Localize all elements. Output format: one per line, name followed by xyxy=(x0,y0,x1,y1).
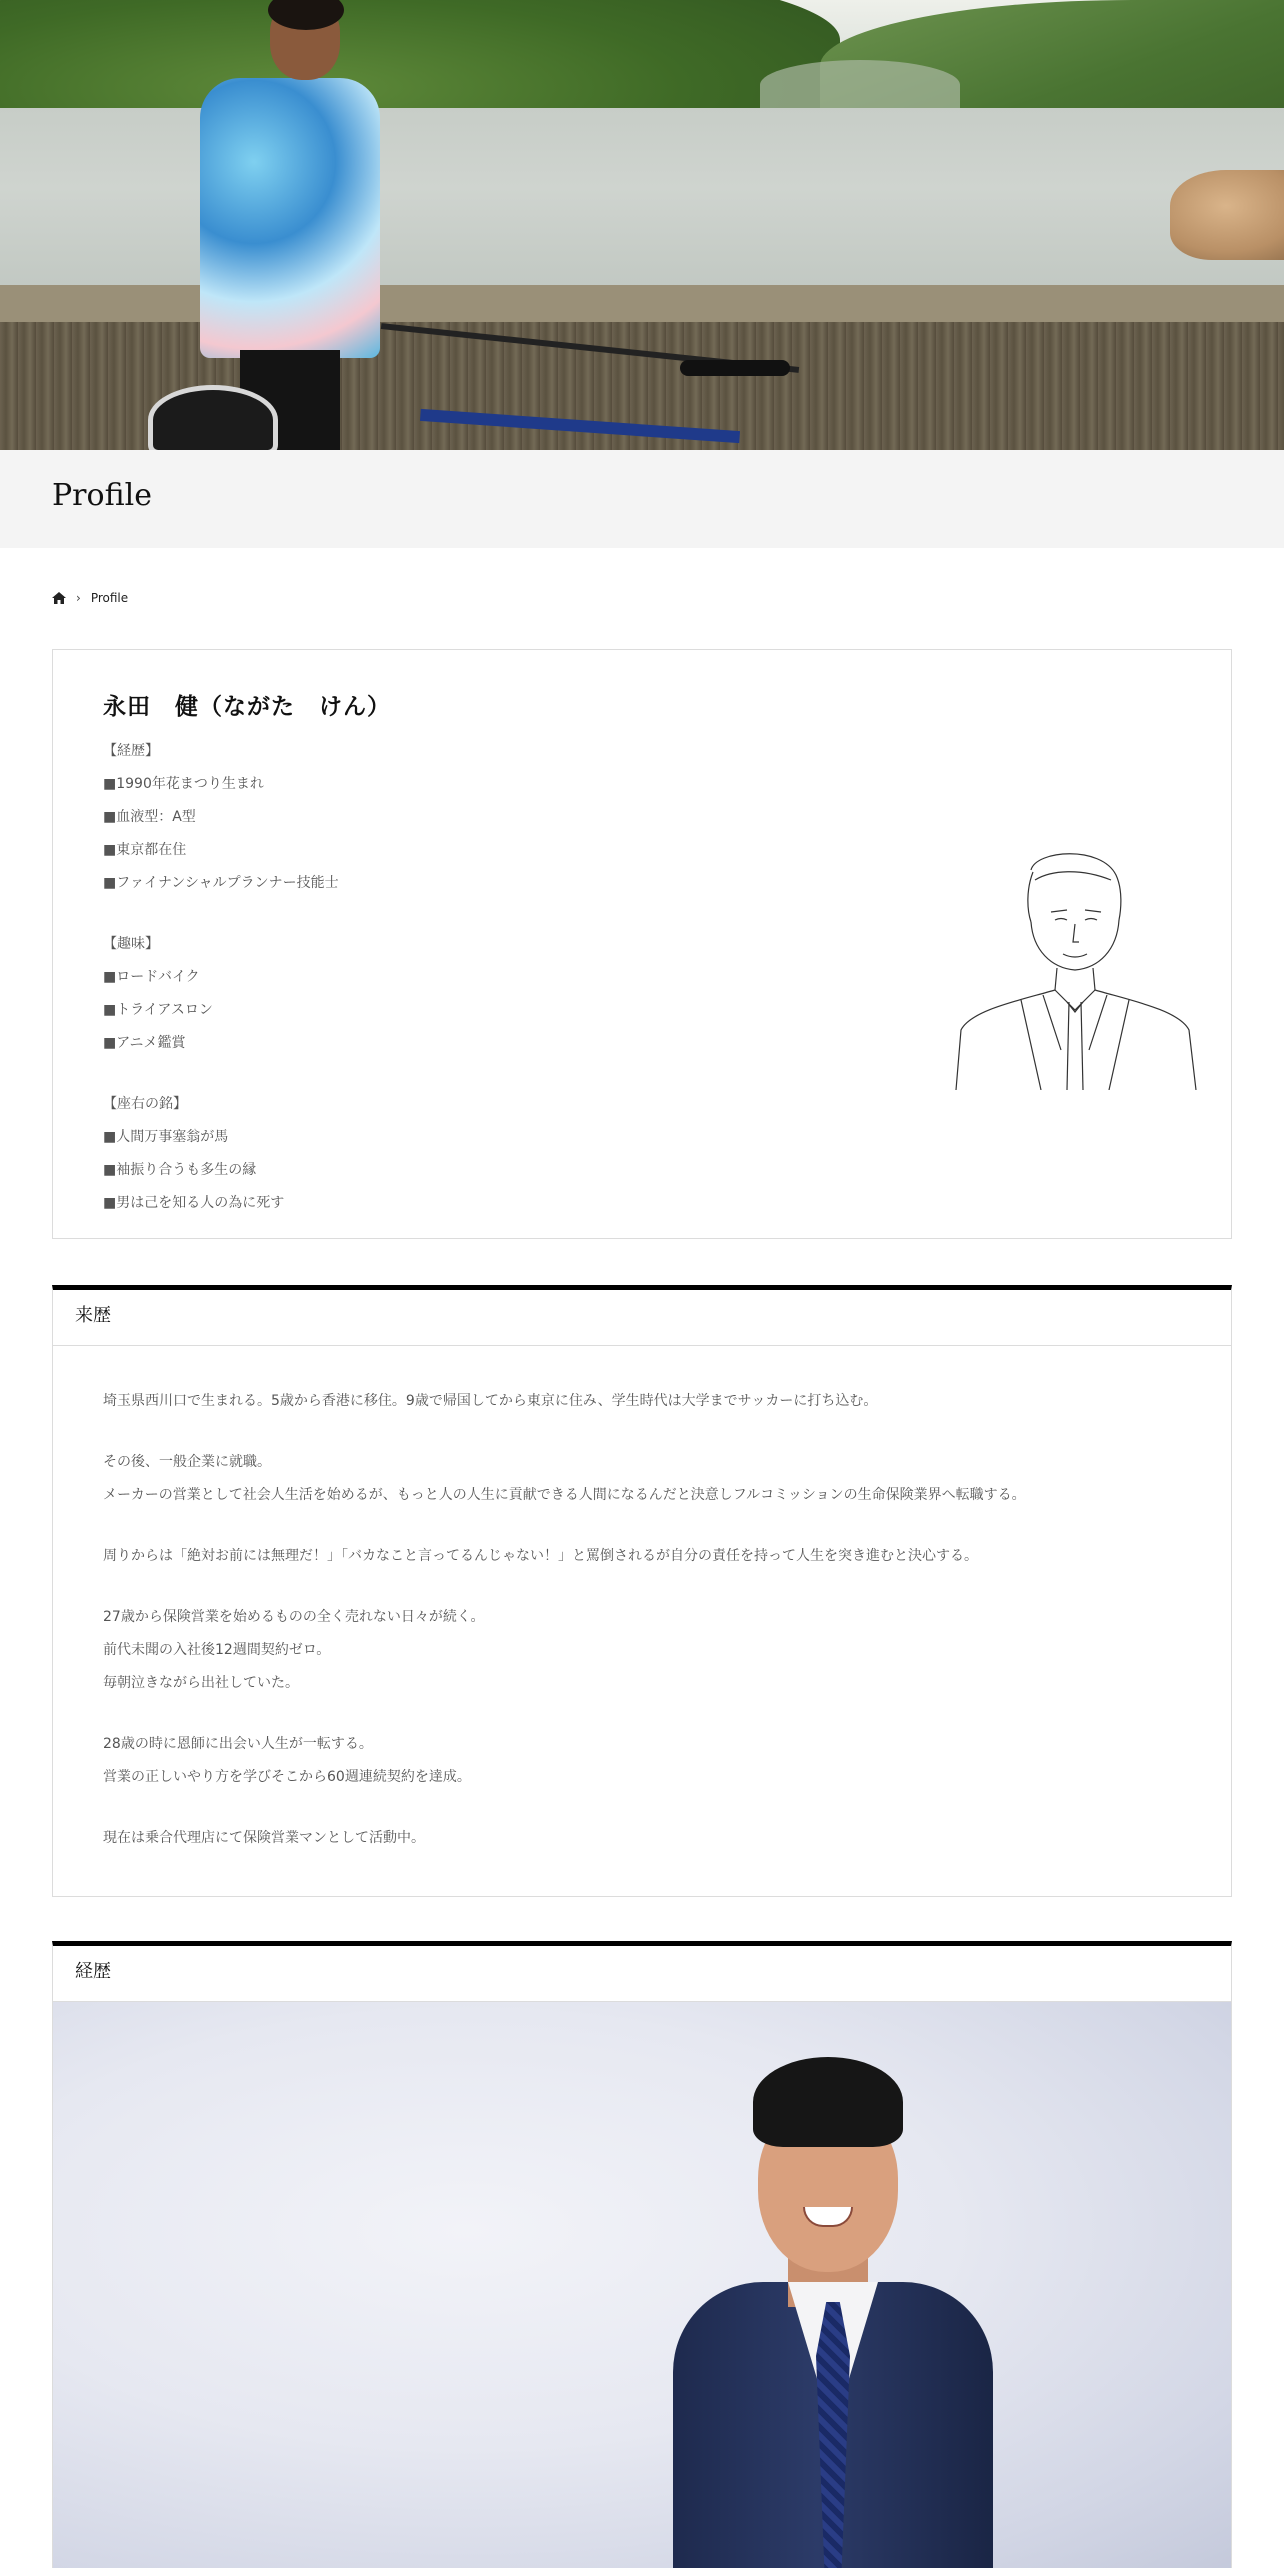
history-spacer xyxy=(103,1799,1026,1827)
hero-bike-seat xyxy=(680,360,790,376)
history-line: メーカーの営業として社会人生活を始めるが、もっと人の人生に貢献できる人間になるんだと決意しフルコミッションの生命保険業界へ転職する。 xyxy=(103,1487,1026,1503)
profile-item: ■袖振り合うも多生の縁 xyxy=(103,1162,257,1178)
history-body xyxy=(103,1390,1026,1860)
breadcrumb xyxy=(52,590,128,606)
profile-spacer xyxy=(103,1065,339,1093)
profile-spacer xyxy=(103,905,339,933)
history-spacer xyxy=(103,1517,1026,1545)
career-heading: 経歴 xyxy=(53,1946,1231,2002)
profile-section-heading: 【趣味】 xyxy=(103,936,159,952)
history-line: 28歳の時に恩師に出会い人生が一転する。 xyxy=(103,1736,373,1752)
history-line: 前代未聞の入社後12週間契約ゼロ。 xyxy=(103,1642,331,1658)
profile-card xyxy=(52,649,1232,1239)
hero-far-hills xyxy=(760,60,960,110)
profile-name: 永田 健（ながた けん） xyxy=(103,694,391,720)
hero-hills xyxy=(0,0,840,120)
profile-section-heading: 【座右の銘】 xyxy=(103,1096,187,1112)
history-line: 現在は乗合代理店にて保険営業マンとして活動中。 xyxy=(103,1830,425,1846)
history-line: 埼玉県西川口で生まれる。5歳から香港に移住。9歳で帰国してから東京に住み、学生時代は大学までサッカーに打ち込む。 xyxy=(103,1393,878,1409)
profile-details xyxy=(103,740,339,1225)
history-line: 周りからは「絶対お前には無理だ！」「バカなこと言ってるんじゃない！」と罵倒されるが自分の責任を持って人生を突き進むと決心する。 xyxy=(103,1548,978,1564)
breadcrumb-current: Profile xyxy=(90,591,129,605)
history-line: 毎朝泣きながら出社していた。 xyxy=(103,1675,299,1691)
hero-sea xyxy=(0,108,1284,308)
hero-helmet xyxy=(148,385,278,450)
history-spacer xyxy=(103,1578,1026,1606)
profile-item: ■1990年花まつり生まれ xyxy=(103,776,264,792)
home-icon[interactable] xyxy=(52,592,66,604)
profile-item: ■人間万事塞翁が馬 xyxy=(103,1129,229,1145)
hero-image xyxy=(0,0,1284,450)
page-title: Profile xyxy=(52,478,152,513)
hero-seawall-top xyxy=(0,285,1284,325)
profile-item: ■ロードバイク xyxy=(103,969,200,985)
profile-item: ■東京都在住 xyxy=(103,842,187,858)
hero-person-shirt xyxy=(200,78,380,358)
profile-item: ■アニメ鑑賞 xyxy=(103,1035,186,1051)
hero-rocks xyxy=(1170,170,1284,260)
portrait-hair xyxy=(753,2057,903,2147)
history-spacer xyxy=(103,1423,1026,1451)
profile-item: ■男は己を知る人の為に死す xyxy=(103,1195,285,1211)
hero-person xyxy=(200,0,390,450)
history-heading: 来歴 xyxy=(53,1290,1231,1346)
history-line: 営業の正しいやり方を学びそこから60週連続契約を達成。 xyxy=(103,1769,471,1785)
career-portrait-photo xyxy=(53,2002,1232,2568)
profile-item: ■ファイナンシャルプランナー技能士 xyxy=(103,875,339,891)
profile-illustration xyxy=(951,850,1201,1090)
history-line: その後、一般企業に就職。 xyxy=(103,1454,271,1470)
profile-item: ■血液型：A型 xyxy=(103,809,196,825)
history-spacer xyxy=(103,1705,1026,1733)
page-title-bar xyxy=(0,450,1284,548)
profile-item: ■トライアスロン xyxy=(103,1002,213,1018)
history-line: 27歳から保険営業を始めるものの全く売れない日々が続く。 xyxy=(103,1609,485,1625)
career-section xyxy=(52,1941,1232,2568)
history-section xyxy=(52,1285,1232,1897)
profile-section-heading: 【経歴】 xyxy=(103,743,159,759)
breadcrumb-separator: › xyxy=(76,591,81,605)
